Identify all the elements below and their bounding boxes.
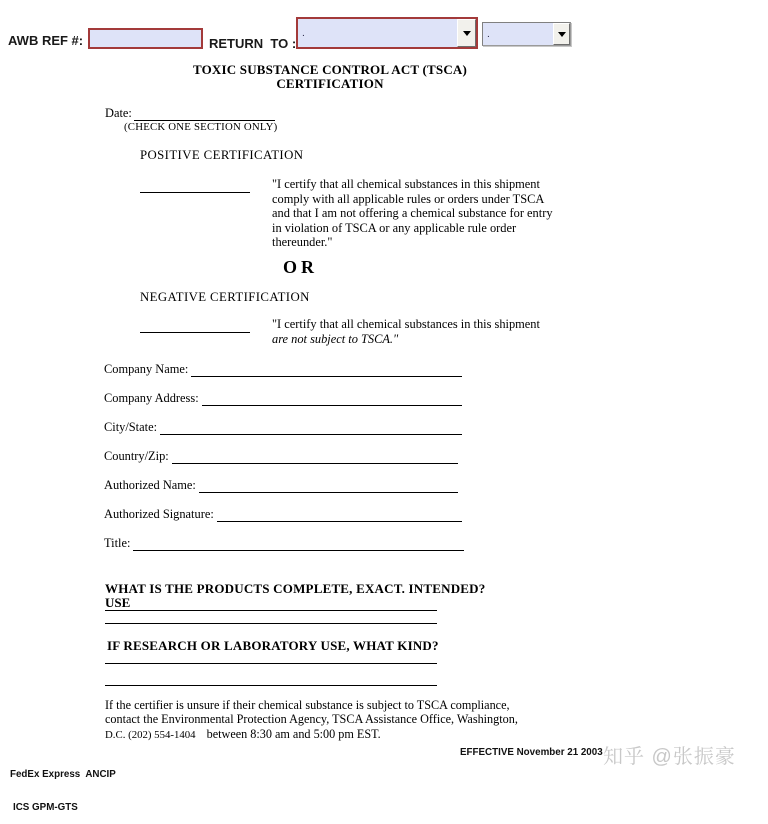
field-row-city-state	[104, 419, 462, 435]
negative-certification-heading: NEGATIVE CERTIFICATION	[140, 290, 310, 304]
tsca-contact-note-line1: If the certifier is unsure if their chemical substance is subject to TSCA compliance,	[105, 698, 510, 712]
authorized-name-blank-line	[199, 492, 458, 493]
awb-ref-input[interactable]	[88, 28, 203, 49]
city-state-blank-line	[160, 434, 462, 435]
field-row-company-address	[104, 390, 462, 406]
authorized-signature-blank-line	[217, 521, 462, 522]
date-row	[105, 106, 275, 121]
positive-certification-heading: POSITIVE CERTIFICATION	[140, 148, 304, 162]
company-name-label: Company Name:	[104, 362, 189, 376]
intended-use-question-line2: USE	[105, 595, 437, 611]
effective-date-label: EFFECTIVE November 21 2003	[460, 747, 603, 758]
country-zip-label: Country/Zip:	[104, 449, 169, 463]
field-row-authorized-signature	[104, 506, 462, 522]
company-address-blank-line	[202, 405, 462, 406]
secondary-dropdown[interactable]	[482, 22, 571, 46]
tsca-contact-note	[105, 698, 518, 742]
positive-certification-sign-line	[140, 178, 250, 193]
secondary-dropdown-value: .	[487, 28, 490, 40]
intended-use-question-line1: WHAT IS THE PRODUCTS COMPLETE, EXACT. INTENDED?	[105, 581, 486, 596]
company-name-blank-line	[191, 376, 462, 377]
intended-use-blank-line	[105, 613, 437, 624]
date-blank-line	[134, 106, 275, 121]
tsca-contact-note-line2: contact the Environmental Protection Agency, TSCA Assistance Office, Washington,	[105, 712, 518, 727]
title-blank-line	[133, 550, 464, 551]
return-to-dropdown-value: .	[302, 27, 305, 39]
tsca-contact-note-line3	[105, 727, 518, 742]
negative-statement-line2: are not subject to TSCA."	[272, 331, 399, 346]
research-use-question: IF RESEARCH OR LABORATORY USE, WHAT KIND?	[107, 638, 439, 653]
negative-certification-sign-line	[140, 318, 250, 333]
zhihu-watermark: 知乎 @张振豪	[603, 746, 736, 768]
chevron-down-icon	[463, 31, 471, 36]
title-field-label: Title:	[104, 536, 131, 550]
field-row-country-zip	[104, 448, 458, 464]
office-hours: between 8:30 am and 5:00 pm EST.	[206, 726, 381, 741]
fedex-doc-id-line2: ICS GPM-GTS	[13, 802, 78, 813]
page-title-line2: CERTIFICATION	[276, 75, 384, 91]
field-row-title	[104, 535, 464, 551]
page-title-line1: TOXIC SUBSTANCE CONTROL ACT (TSCA)	[192, 62, 468, 77]
research-use-blank-line-1	[105, 653, 437, 664]
date-label: Date:	[105, 106, 132, 120]
epa-phone-number: D.C. (202) 554-1404	[105, 728, 196, 741]
field-row-authorized-name	[104, 477, 458, 493]
or-divider-text: OR	[283, 257, 318, 277]
positive-certification-statement: "I certify that all chemical substances in this shipment comply with all applicable rules or orders under TSCA and that I am not offering a chemical substance for entry in violation of TSCA or any applicable rule order thereunder."	[272, 177, 553, 250]
return-to-dropdown[interactable]	[296, 17, 478, 49]
return-to-dropdown-button[interactable]	[457, 19, 476, 47]
page-title	[0, 63, 660, 90]
research-use-blank-line-2	[105, 675, 437, 686]
secondary-dropdown-button[interactable]	[553, 23, 570, 45]
negative-statement-line1: "I certify that all chemical substances in this shipment	[272, 317, 540, 331]
awb-ref-label: AWB REF #:	[8, 33, 84, 48]
city-state-label: City/State:	[104, 420, 158, 434]
authorized-signature-label: Authorized Signature:	[104, 507, 214, 521]
field-row-company-name	[104, 361, 462, 377]
chevron-down-icon	[558, 32, 566, 37]
country-zip-blank-line	[172, 463, 458, 464]
fedex-doc-id-line1: FedEx Express ANCIP	[10, 769, 116, 780]
return-to-label: RETURN TO :	[209, 36, 297, 51]
authorized-name-label: Authorized Name:	[104, 478, 196, 492]
check-one-section-note: (CHECK ONE SECTION ONLY)	[124, 121, 278, 133]
company-address-label: Company Address:	[104, 391, 199, 405]
negative-certification-statement	[272, 317, 572, 346]
